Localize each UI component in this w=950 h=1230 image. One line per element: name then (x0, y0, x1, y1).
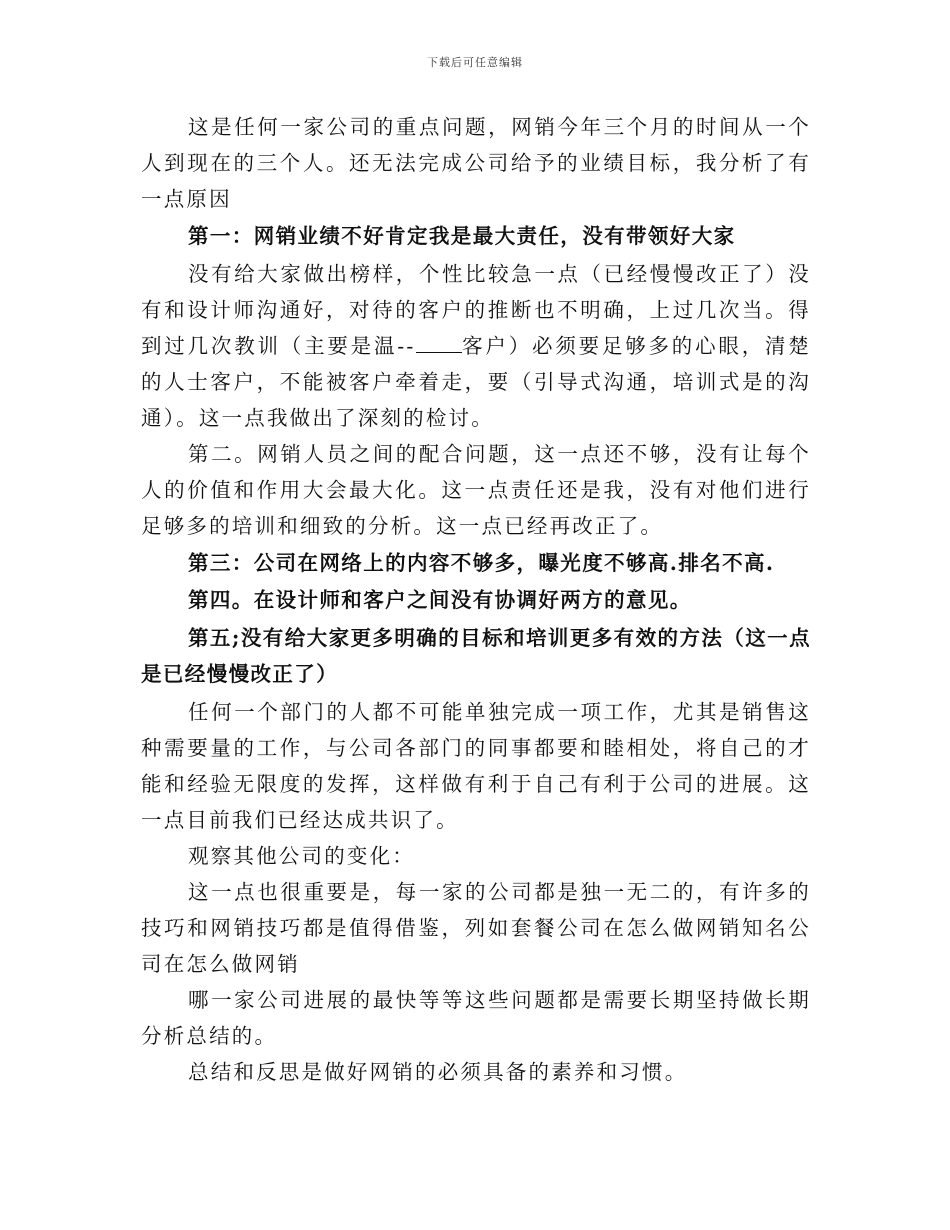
paragraph-long-term: 哪一家公司进展的最快等等这些问题都是需要长期坚持做长期分析总结的。 (141, 987, 811, 1048)
heading-point-one: 第一：网销业绩不好肯定我是最大责任，没有带领好大家 (188, 224, 736, 248)
paragraph-text-part-1: 没有给大家做出榜样，个性比较急一点（已经慢慢改正了）没有和设计师沟通好，对待的客户的推断也不明确，上过几次当。得到过几次教训（主要是温-- (141, 261, 811, 358)
paragraph-point-two: 第二。网销人员之间的配合问题，这一点还不够，没有让每个人的价值和作用大会最大化。这一点责任还是我，没有对他们进行足够多的培训和细致的分析。这一点已经再改正了。 (141, 441, 811, 538)
paragraph-intro: 这是任何一家公司的重点问题，网销今年三个月的时间从一个人到现在的三个人。还无法完成公司给予的业绩目标，我分析了有一点原因 (141, 115, 811, 211)
heading-point-five: 第五;没有给大家更多明确的目标和培训更多有效的方法（这一点是已经慢慢改正了） (141, 625, 811, 686)
document-body (141, 109, 811, 1090)
paragraph-teamwork: 任何一个部门的人都不可能单独完成一项工作，尤其是销售这种需要量的工作，与公司各部门的同事都要和睦相处，将自己的才能和经验无限度的发挥，这样做有利于自己有利于公司的进展。这一点目前我们已经达成共识了。 (141, 699, 811, 832)
heading-point-three: 第三：公司在网络上的内容不够多，曝光度不够高.排名不高. (188, 550, 775, 575)
header-note: 下载后可任意编辑 (427, 56, 523, 69)
paragraph-text-part-2: 客户）必须要足够多的心眼，清楚的人士客户，不能被客户牵着走，要（引导式沟通，培训式是的沟通）。这一点我做出了深刻的检讨。 (141, 333, 811, 430)
paragraph-observe-detail: 这一点也很重要是，每一家的公司都是独一无二的，有许多的技巧和网销技巧都是值得借鉴，列如套餐公司在怎么做网销知名公司在怎么做网销 (141, 879, 811, 976)
heading-point-four: 第四。在设计师和客户之间没有协调好两方的意见。 (188, 588, 692, 612)
paragraph-conclusion: 总结和反思是做好网销的必须具备的素养和习惯。 (188, 1059, 688, 1084)
paragraph-observe-heading: 观察其他公司的变化： (188, 843, 415, 868)
blank-underline (416, 334, 462, 353)
paragraph-point-one-detail (141, 256, 811, 436)
